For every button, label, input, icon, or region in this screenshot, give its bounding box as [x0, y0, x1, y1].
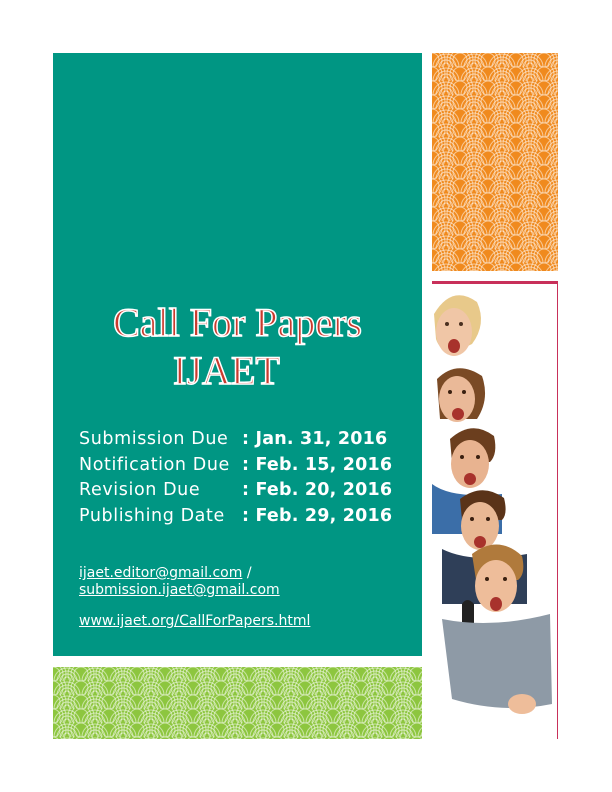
- date-row-notification: [79, 453, 392, 479]
- title-line-1: Call For Papers: [113, 300, 362, 345]
- title-line-2: IJAET: [173, 348, 280, 393]
- date-label: Notification Due: [79, 454, 230, 475]
- submission-email-link[interactable]: submission.ijaet@gmail.com: [79, 582, 280, 598]
- contact-emails: [79, 565, 280, 599]
- teal-panel: [53, 53, 422, 656]
- student-1: [434, 295, 481, 356]
- green-scallop-pattern: [53, 667, 422, 739]
- photo-frame: [432, 281, 558, 739]
- green-pattern-block: [53, 667, 422, 739]
- date-row-submission: [79, 427, 392, 453]
- editor-email-link[interactable]: ijaet.editor@gmail.com: [79, 565, 243, 581]
- date-value: : Feb. 29, 2016: [242, 505, 393, 526]
- website-link[interactable]: www.ijaet.org/CallForPapers.html: [79, 613, 311, 629]
- date-label: Publishing Date: [79, 505, 225, 526]
- date-label: Revision Due: [79, 480, 201, 500]
- date-value: : Feb. 15, 2016: [242, 454, 393, 475]
- email-separator: /: [246, 565, 252, 581]
- website: [79, 613, 310, 629]
- date-row-revision: [79, 478, 392, 504]
- date-value: : Jan. 31, 2016: [242, 429, 388, 449]
- group-of-students-photo: [432, 284, 557, 739]
- date-value: : Feb. 20, 2016: [242, 480, 393, 500]
- date-label: Submission Due: [79, 429, 229, 449]
- student-2: [437, 368, 485, 422]
- orange-scallop-pattern: [432, 53, 558, 271]
- date-row-publishing: [79, 504, 392, 530]
- orange-pattern-block: [432, 53, 558, 271]
- important-dates: [79, 427, 392, 529]
